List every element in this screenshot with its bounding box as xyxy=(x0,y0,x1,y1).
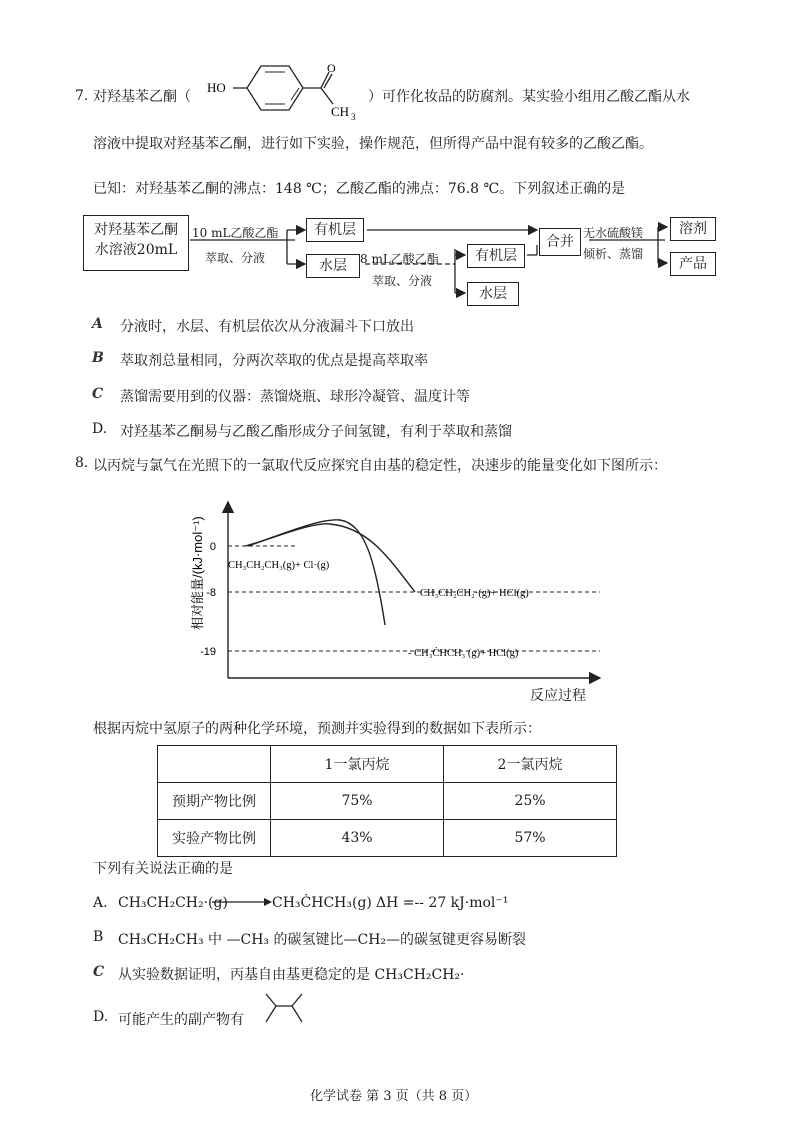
table-cell: 实验产物比例 xyxy=(158,820,271,857)
curve-primary-radical xyxy=(245,524,415,592)
q8-option-a-left: CH₃CH₂CH₂·(g) xyxy=(118,895,228,911)
curve-secondary-radical xyxy=(248,520,385,625)
tick-minus8: -8 xyxy=(206,587,216,599)
flow-combine: 合并 xyxy=(539,228,581,256)
table-header-cell xyxy=(158,746,271,783)
q7-stem-b: ）可作化妆品的防腐剂。某实验小组用乙酸乙酯从水 xyxy=(368,89,690,105)
table-cell: 43% xyxy=(271,820,444,857)
q8-option-b-mark: B xyxy=(93,929,104,945)
q8-stem: 以丙烷与氯气在光照下的一氯取代反应探究自由基的稳定性，决速步的能量变化如下图所示： xyxy=(93,458,667,474)
flow-water2: 水层 xyxy=(467,282,519,306)
flow-step3-top: 无水硫酸镁 xyxy=(583,226,644,240)
q7-option-b-text: 萃取剂总量相同，分两次萃取的优点是提高萃取率 xyxy=(120,353,428,369)
q7-option-b-mark: B xyxy=(92,350,104,366)
flow-step1-top: 10 mL乙酸乙酯 xyxy=(192,226,279,240)
q7-stem-a: 对羟基苯乙酮（ xyxy=(93,89,191,105)
q8-option-c-mark: C xyxy=(93,964,105,980)
page-footer: 化学试卷 第 3 页（共 8 页） xyxy=(310,1089,478,1104)
label-primary-product: CH₃CH₂CH₂·(g)+ HCl(g) xyxy=(420,588,529,599)
table-header-cell: 2一氯丙烷 xyxy=(444,746,617,783)
ch3-sub: 3 xyxy=(351,112,356,122)
q7-known: 已知：对羟基苯乙酮的沸点：148 ℃；乙酸乙酯的沸点：76.8 ℃。下列叙述正确的是 xyxy=(93,181,626,197)
label-secondary-product: - CH₃ĊHCH₃ (g)+ HCl(g) xyxy=(408,648,519,659)
q8-option-a-dh: ΔH =-- 27 kJ·mol⁻¹ xyxy=(376,895,509,911)
table-cell: 75% xyxy=(271,783,444,820)
q7-option-d-text: 对羟基苯乙酮易与乙酸乙酯形成分子间氢键，有利于萃取和蒸馏 xyxy=(120,424,512,440)
product-ratio-table xyxy=(157,745,617,857)
tick-0: 0 xyxy=(209,541,216,553)
ch3-label: CH xyxy=(331,104,350,119)
flow-step2-bottom: 萃取、分液 xyxy=(372,274,433,288)
hydroxyacetophenone-structure xyxy=(205,60,375,125)
flow-product: 产品 xyxy=(670,252,716,276)
q8-table-intro: 根据丙烷中氢原子的两种化学环境，预测并实验得到的数据如下表所示： xyxy=(93,721,541,737)
flow-start-line2: 水溶液20mL xyxy=(94,242,178,258)
table-header-row xyxy=(158,746,617,783)
q8-option-c-text: 从实验数据证明，丙基自由基更稳定的是 CH₃CH₂CH₂· xyxy=(118,967,465,983)
flow-start-box xyxy=(83,215,189,271)
flow-step1-bottom: 萃取、分液 xyxy=(205,251,266,265)
q8-option-a-right: CH₃ĊHCH₃(g) xyxy=(272,895,372,911)
energy-diagram xyxy=(180,480,620,705)
table-cell: 57% xyxy=(444,820,617,857)
q8-number: 8. xyxy=(75,455,89,471)
flow-water1: 水层 xyxy=(306,254,360,278)
q7-option-a-mark: A xyxy=(92,316,103,332)
table-cell: 预期产物比例 xyxy=(158,783,271,820)
tick-minus19: -19 xyxy=(200,646,216,658)
flow-solvent: 溶剂 xyxy=(670,217,716,241)
byproduct-skeletal-structure xyxy=(262,990,308,1030)
q7-number: 7. xyxy=(75,88,89,104)
flow-organic2: 有机层 xyxy=(467,244,525,268)
q8-option-d-text: 可能产生的副产物有 xyxy=(118,1012,244,1028)
q7-option-a-text: 分液时，水层、有机层依次从分液漏斗下口放出 xyxy=(120,319,414,335)
table-row xyxy=(158,820,617,857)
table-header-cell: 1一氯丙烷 xyxy=(271,746,444,783)
flow-step3-bottom: 倾析、蒸馏 xyxy=(583,247,644,261)
q8-question: 下列有关说法正确的是 xyxy=(93,861,233,877)
table-row xyxy=(158,783,617,820)
q8-option-d-mark: D. xyxy=(93,1009,109,1025)
q7-option-c-text: 蒸馏需要用到的仪器：蒸馏烧瓶、球形冷凝管、温度计等 xyxy=(120,389,470,405)
reaction-arrow xyxy=(212,896,274,908)
q7-option-c-mark: C xyxy=(92,386,104,402)
y-axis-label: 相对能量/(kJ·mol⁻¹) xyxy=(190,516,205,630)
ho-label: HO xyxy=(207,80,226,95)
flow-start-line1: 对羟基苯乙酮 xyxy=(94,222,178,238)
q8-option-b-text: CH₃CH₂CH₃ 中 —CH₃ 的碳氢键比—CH₂—的碳氢键更容易断裂 xyxy=(118,932,527,948)
q7-option-d-mark: D. xyxy=(92,421,108,437)
label-reactant: CH₃CH₂CH₃(g)+ Cl·(g) xyxy=(228,560,330,571)
q7-stem-c: 溶液中提取对羟基苯乙酮，进行如下实验，操作规范，但所得产品中混有较多的乙酸乙酯。 xyxy=(93,136,653,152)
x-axis-label: 反应过程 xyxy=(530,687,586,703)
o-label: O xyxy=(327,61,336,75)
q8-option-a-mark: A. xyxy=(93,895,108,911)
table-cell: 25% xyxy=(444,783,617,820)
flow-step2-top: 8 mL乙酸乙酯 xyxy=(360,252,439,266)
flow-organic1: 有机层 xyxy=(306,218,364,242)
